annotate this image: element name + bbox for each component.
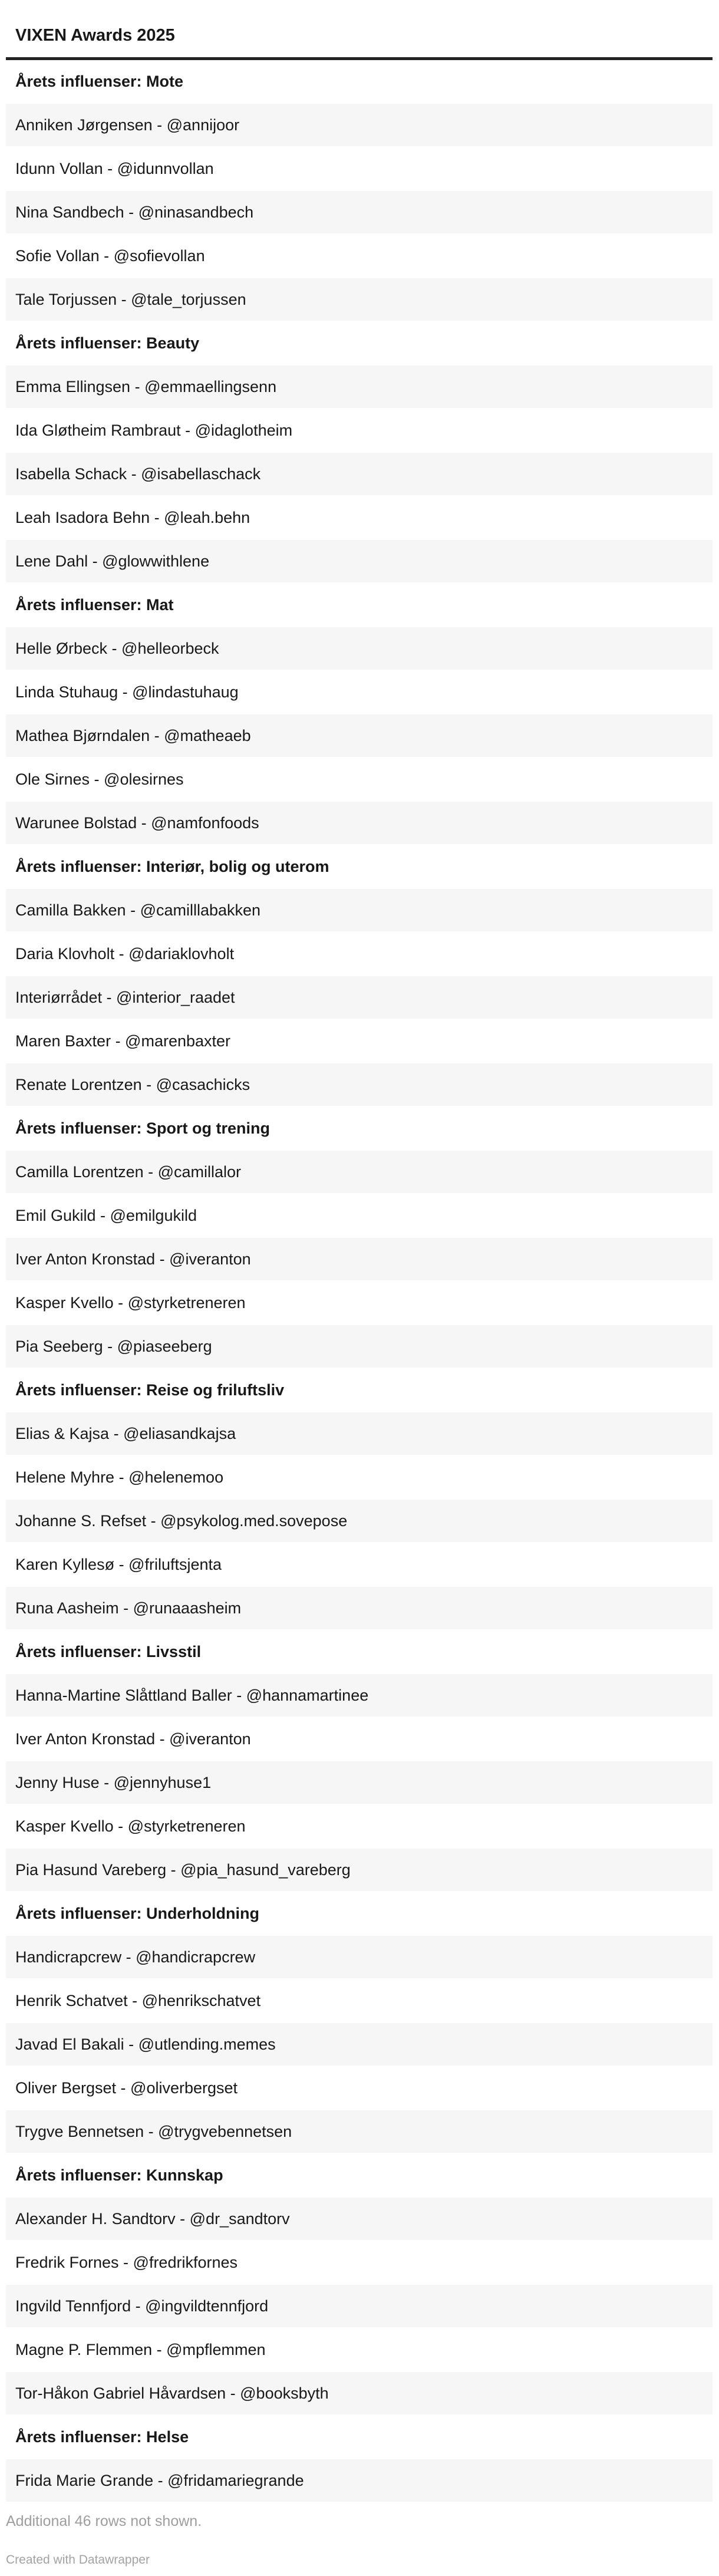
table-row bbox=[6, 758, 713, 801]
category-header-row bbox=[6, 1630, 713, 1673]
table-row bbox=[6, 1238, 713, 1280]
nominee-cell: Linda Stuhaug - @lindastuhaug bbox=[15, 683, 239, 701]
category-label: Årets influenser: Beauty bbox=[15, 334, 200, 352]
nominee-cell: Hanna-Martine Slåttland Baller - @hannamartinee bbox=[15, 1686, 369, 1704]
table-row bbox=[6, 1674, 713, 1717]
nominee-cell: Maren Baxter - @marenbaxter bbox=[15, 1032, 231, 1050]
table-row bbox=[6, 2198, 713, 2240]
category-label: Årets influenser: Interiør, bolig og uterom bbox=[15, 858, 329, 875]
table-row bbox=[6, 1543, 713, 1586]
table-row bbox=[6, 1282, 713, 1324]
category-header-row bbox=[6, 1892, 713, 1935]
table-row bbox=[6, 191, 713, 233]
category-label: Årets influenser: Mat bbox=[15, 596, 174, 614]
nominee-cell: Fredrik Fornes - @fredrikfornes bbox=[15, 2254, 238, 2271]
table-row bbox=[6, 2328, 713, 2371]
table-row bbox=[6, 627, 713, 670]
table-row bbox=[6, 409, 713, 452]
table-row bbox=[6, 2023, 713, 2066]
table-row bbox=[6, 1805, 713, 1847]
nominee-cell: Warunee Bolstad - @namfonfoods bbox=[15, 814, 259, 832]
table-row bbox=[6, 104, 713, 146]
table-row bbox=[6, 2459, 713, 2502]
nominee-cell: Pia Seeberg - @piaseeberg bbox=[15, 1338, 212, 1355]
nominee-cell: Leah Isadora Behn - @leah.behn bbox=[15, 509, 250, 526]
category-label: Årets influenser: Livsstil bbox=[15, 1643, 202, 1661]
table-row bbox=[6, 453, 713, 495]
category-label: Årets influenser: Mote bbox=[15, 73, 184, 90]
table-row bbox=[6, 2372, 713, 2414]
nominee-cell: Ida Gløtheim Rambraut - @idaglotheim bbox=[15, 421, 293, 439]
table-row bbox=[6, 802, 713, 844]
table-row bbox=[6, 1151, 713, 1193]
table-row bbox=[6, 540, 713, 582]
nominee-cell: Alexander H. Sandtorv - @dr_sandtorv bbox=[15, 2210, 290, 2228]
nominee-cell: Elias & Kajsa - @eliasandkajsa bbox=[15, 1425, 236, 1442]
table-row bbox=[6, 235, 713, 277]
nominee-cell: Pia Hasund Vareberg - @pia_hasund_vareberg bbox=[15, 1861, 351, 1879]
table-row bbox=[6, 1456, 713, 1498]
table-row bbox=[6, 147, 713, 190]
nominee-cell: Renate Lorentzen - @casachicks bbox=[15, 1076, 250, 1093]
nominee-cell: Runa Aasheim - @runaaasheim bbox=[15, 1599, 242, 1617]
nominee-cell: Helene Myhre - @helenemoo bbox=[15, 1468, 224, 1486]
category-label: Årets influenser: Kunnskap bbox=[15, 2166, 223, 2184]
table-row bbox=[6, 1325, 713, 1368]
nominee-cell: Emma Ellingsen - @emmaellingsenn bbox=[15, 378, 277, 396]
category-label: Årets influenser: Sport og trening bbox=[15, 1119, 271, 1137]
nominee-cell: Helle Ørbeck - @helleorbeck bbox=[15, 640, 219, 657]
table-row bbox=[6, 976, 713, 1019]
category-header-row bbox=[6, 2154, 713, 2196]
nominee-cell: Ole Sirnes - @olesirnes bbox=[15, 770, 184, 788]
table-row bbox=[6, 2285, 713, 2327]
table-row bbox=[6, 714, 713, 757]
table-row bbox=[6, 365, 713, 408]
category-label: Årets influenser: Reise og friluftsliv bbox=[15, 1381, 285, 1399]
table-row bbox=[6, 1979, 713, 2022]
table-row bbox=[6, 1761, 713, 1804]
nominee-cell: Iver Anton Kronstad - @iveranton bbox=[15, 1730, 251, 1748]
nominee-cell: Anniken Jørgensen - @annijoor bbox=[15, 116, 240, 134]
nominee-cell: Jenny Huse - @jennyhuse1 bbox=[15, 1774, 212, 1791]
nominee-cell: Magne P. Flemmen - @mpflemmen bbox=[15, 2341, 266, 2358]
nominee-cell: Frida Marie Grande - @fridamariegrande bbox=[15, 2472, 304, 2489]
table-row bbox=[6, 671, 713, 713]
table-row bbox=[6, 1412, 713, 1455]
category-header-row bbox=[6, 1107, 713, 1149]
table-row bbox=[6, 278, 713, 321]
nominee-cell: Mathea Bjørndalen - @matheaeb bbox=[15, 727, 251, 745]
nominee-cell: Isabella Schack - @isabellaschack bbox=[15, 465, 261, 483]
category-label: Årets influenser: Underholdning bbox=[15, 1905, 260, 1922]
nominee-cell: Camilla Bakken - @camilllabakken bbox=[15, 901, 261, 919]
datawrapper-credit[interactable]: Created with Datawrapper bbox=[6, 2553, 150, 2567]
nominee-cell: Javad El Bakali - @utlending.memes bbox=[15, 2035, 276, 2053]
nominee-cell: Camilla Lorentzen - @camillalor bbox=[15, 1163, 242, 1181]
category-header-row bbox=[6, 1369, 713, 1411]
nominee-cell: Tor-Håkon Gabriel Håvardsen - @booksbyth bbox=[15, 2384, 329, 2402]
nominee-cell: Kasper Kvello - @styrketreneren bbox=[15, 1294, 246, 1312]
table-row bbox=[6, 1063, 713, 1106]
category-header-row bbox=[6, 845, 713, 888]
table-row bbox=[6, 1849, 713, 1891]
category-header-row bbox=[6, 60, 713, 103]
nominee-cell: Karen Kyllesø - @friluftsjenta bbox=[15, 1556, 222, 1573]
table-row bbox=[6, 1194, 713, 1237]
nominee-cell: Tale Torjussen - @tale_torjussen bbox=[15, 291, 246, 308]
nominee-cell: Nina Sandbech - @ninasandbech bbox=[15, 203, 254, 221]
table-row bbox=[6, 1500, 713, 1542]
rows-hidden-note: Additional 46 rows not shown. bbox=[6, 2513, 202, 2529]
nominee-cell: Henrik Schatvet - @henrikschatvet bbox=[15, 1992, 261, 2010]
table bbox=[6, 60, 713, 2503]
table-row bbox=[6, 1587, 713, 1629]
nominee-cell: Ingvild Tennfjord - @ingvildtennfjord bbox=[15, 2297, 269, 2315]
category-header-row bbox=[6, 2416, 713, 2458]
nominee-cell: Trygve Bennetsen - @trygvebennetsen bbox=[15, 2123, 292, 2140]
table-row bbox=[6, 889, 713, 931]
table-title: VIXEN Awards 2025 bbox=[15, 26, 175, 45]
table-row bbox=[6, 933, 713, 975]
category-label: Årets influenser: Helse bbox=[15, 2428, 189, 2446]
table-row bbox=[6, 2067, 713, 2109]
table-row bbox=[6, 1020, 713, 1062]
nominee-cell: Handicrapcrew - @handicrapcrew bbox=[15, 1948, 256, 1966]
table-row bbox=[6, 2110, 713, 2153]
nominee-cell: Idunn Vollan - @idunnvollan bbox=[15, 160, 214, 177]
nominee-cell: Oliver Bergset - @oliverbergset bbox=[15, 2079, 238, 2097]
nominee-cell: Lene Dahl - @glowwithlene bbox=[15, 552, 210, 570]
nominee-cell: Johanne S. Refset - @psykolog.med.sovepose bbox=[15, 1512, 348, 1530]
nominee-cell: Daria Klovholt - @dariaklovholt bbox=[15, 945, 235, 963]
table-row bbox=[6, 1936, 713, 1978]
nominee-cell: Interiørrådet - @interior_raadet bbox=[15, 989, 235, 1006]
table-row bbox=[6, 496, 713, 539]
category-header-row bbox=[6, 322, 713, 364]
nominee-cell: Emil Gukild - @emilgukild bbox=[15, 1207, 197, 1224]
nominee-cell: Kasper Kvello - @styrketreneren bbox=[15, 1817, 246, 1835]
table-row bbox=[6, 1718, 713, 1760]
nominee-cell: Sofie Vollan - @sofievollan bbox=[15, 247, 205, 265]
table-row bbox=[6, 2241, 713, 2284]
category-header-row bbox=[6, 584, 713, 626]
nominee-cell: Iver Anton Kronstad - @iveranton bbox=[15, 1250, 251, 1268]
